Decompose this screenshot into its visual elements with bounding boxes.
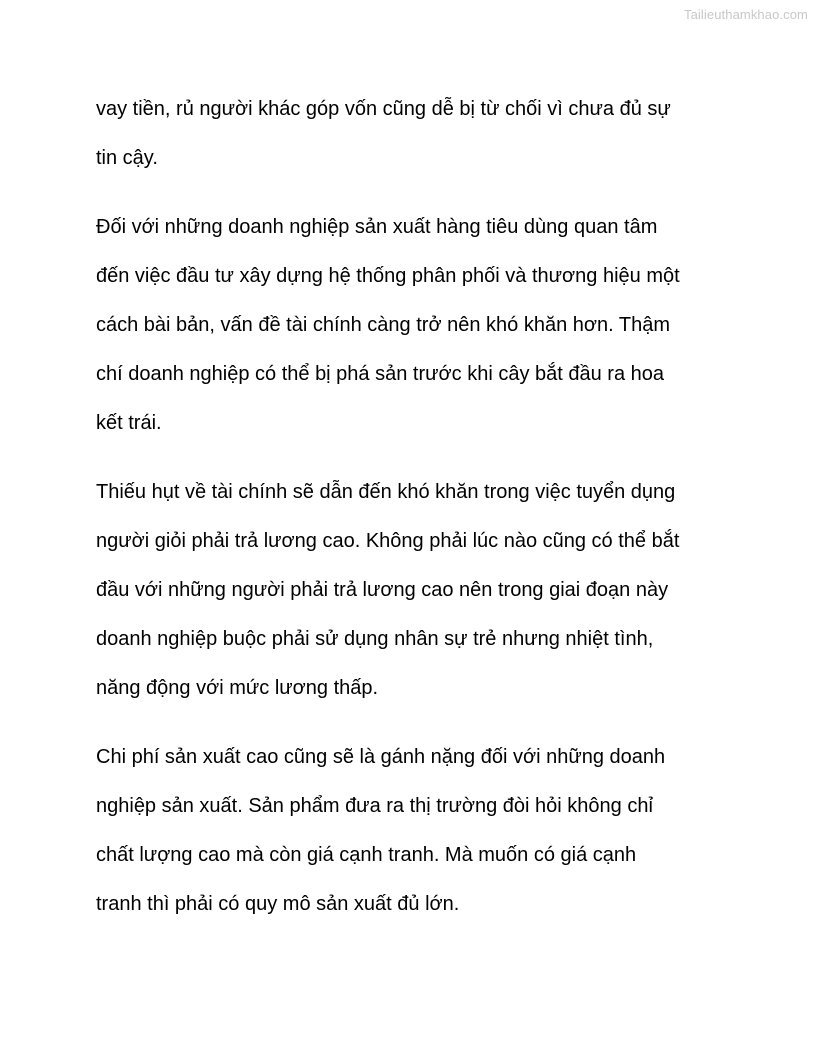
paragraph-1	[96, 85, 736, 183]
text-line: năng động với mức lương thấp.	[96, 677, 379, 699]
text-line: cách bài bản, vấn đề tài chính càng trở nên khó khăn hơn. Thậm	[96, 314, 671, 336]
paragraph-3	[96, 468, 736, 713]
text-line: người giỏi phải trả lương cao. Không phải lúc nào cũng có thể bắt	[96, 530, 680, 552]
text-line: tin cậy.	[96, 147, 158, 169]
text-line: nghiệp sản xuất. Sản phẩm đưa ra thị trường đòi hỏi không chỉ	[96, 795, 653, 817]
text-line: doanh nghiệp buộc phải sử dụng nhân sự trẻ nhưng nhiệt tình,	[96, 628, 654, 650]
text-line: Thiếu hụt về tài chính sẽ dẫn đến khó khăn trong việc tuyển dụng	[96, 481, 676, 503]
text-line: tranh thì phải có quy mô sản xuất đủ lớn.	[96, 893, 460, 915]
text-line: Chi phí sản xuất cao cũng sẽ là gánh nặng đối với những doanh	[96, 746, 666, 768]
text-line: đầu với những người phải trả lương cao nên trong giai đoạn này	[96, 579, 669, 601]
text-line: Đối với những doanh nghiệp sản xuất hàng tiêu dùng quan tâm	[96, 216, 658, 238]
text-line: đến việc đầu tư xây dựng hệ thống phân phối và thương hiệu một	[96, 265, 680, 287]
paragraph-4	[96, 733, 736, 929]
text-line: vay tiền, rủ người khác góp vốn cũng dễ bị từ chối vì chưa đủ sự	[96, 98, 671, 120]
text-line: chất lượng cao mà còn giá cạnh tranh. Mà muốn có giá cạnh	[96, 844, 637, 866]
paragraph-2	[96, 203, 736, 448]
text-line: kết trái.	[96, 412, 162, 434]
document-body	[96, 85, 736, 949]
text-line: chí doanh nghiệp có thể bị phá sản trước khi cây bắt đầu ra hoa	[96, 363, 664, 385]
watermark-text: Tailieuthamkhao.com	[683, 7, 808, 22]
